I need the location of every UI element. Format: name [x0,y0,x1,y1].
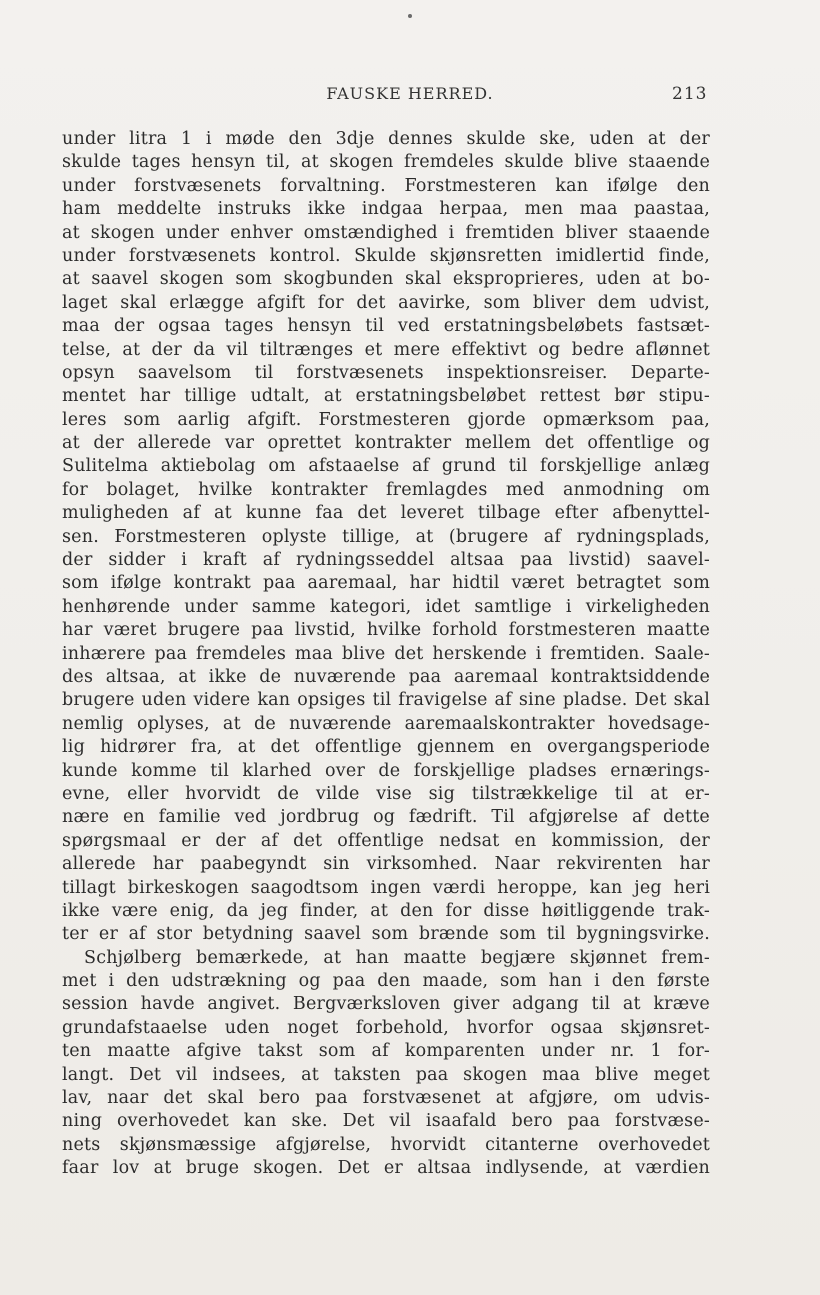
text-line: ning overhovedet kan ske. Det vil isaafald bero paa forstvæse- [62,1111,710,1132]
text-line: Sulitelma aktiebolag om afstaaelse af grund til forskjellige anlæg [62,456,710,477]
text-line: met i den udstrækning og paa den maade, som han i den første [62,971,710,992]
text-line: inhærere paa fremdeles maa blive det herskende i fremtiden. Saale- [62,643,710,664]
text-line: at der allerede var oprettet kontrakter mellem det offentlige og [62,433,710,454]
text-line: faar lov at bruge skogen. Det er altsaa indlysende, at værdien [62,1158,710,1179]
text-line: brugere uden videre kan opsiges til fravigelse af sine pladse. Det skal [62,690,710,711]
ink-speck [408,14,412,18]
text-line: grundafstaaelse uden noget forbehold, hvorfor ogsaa skjønsret- [62,1017,710,1038]
text-line: ham meddelte instruks ikke indgaa herpaa, men maa paastaa, [62,199,710,220]
text-line: at saavel skogen som skogbunden skal eksproprieres, uden at bo- [62,269,710,290]
text-line: kunde komme til klarhed over de forskjellige pladses ernærings- [62,760,710,781]
text-line: under litra 1 i møde den 3dje dennes skulde ske, uden at der [62,129,710,149]
text-line: ter er af stor betydning saavel som brænde som til bygningsvirke. [62,924,710,945]
text-line: ten maatte afgive takst som af komparenten under nr. 1 for- [62,1041,710,1062]
text-line: som ifølge kontrakt paa aaremaal, har hidtil været betragtet som [62,573,710,594]
text-line: lig hidrører fra, at det offentlige gjennem en overgangsperiode [62,737,710,758]
body-text [62,128,710,1181]
text-line: sen. Forstmesteren oplyste tillige, at (brugere af rydningsplads, [62,526,710,547]
text-line: nemlig oplyses, at de nuværende aaremaalskontrakter hovedsage- [62,713,710,734]
text-line: har været brugere paa livstid, hvilke forhold forstmesteren maatte [62,620,710,641]
text-line: laget skal erlægge afgift for det aavirke, som bliver dem udvist, [62,292,710,313]
text-line: muligheden af at kunne faa det leveret tilbage efter afbenyttel- [62,503,710,524]
text-line: maa der ogsaa tages hensyn til ved erstatningsbeløbets fastsæt- [62,316,710,337]
text-line: for bolaget, hvilke kontrakter fremlagdes med anmodning om [62,479,710,500]
text-line: des altsaa, at ikke de nuværende paa aaremaal kontraktsiddende [62,666,710,687]
text-line: der sidder i kraft af rydningsseddel altsaa paa livstid) saavel- [62,550,710,571]
text-line: tillagt birkeskogen saagodtsom ingen værdi heroppe, kan jeg heri [62,877,710,898]
text-line: leres som aarlig afgift. Forstmesteren gjorde opmærksom paa, [62,409,710,430]
text-line: Schjølberg bemærkede, at han maatte begjære skjønnet frem- [84,947,710,968]
text-line: under forstvæsenets kontrol. Skulde skjønsretten imidlertid finde, [62,245,710,266]
text-line: session havde angivet. Bergværksloven giver adgang til at kræve [62,994,710,1015]
text-line: skulde tages hensyn til, at skogen fremdeles skulde blive staaende [62,152,710,173]
text-line: langt. Det vil indsees, at taksten paa skogen maa blive meget [62,1064,710,1085]
text-line: nets skjønsmæssige afgjørelse, hvorvidt citanterne overhovedet [62,1134,710,1155]
text-line: lav, naar det skal bero paa forstvæsenet at afgjøre, om udvis- [62,1088,710,1109]
running-header-title: FAUSKE HERRED. [326,84,494,103]
text-line: spørgsmaal er der af det offentlige nedsat en kommission, der [62,830,710,851]
text-line: opsyn saavelsom til forstvæsenets inspektionsreiser. Departe- [62,362,710,383]
text-line: ikke være enig, da jeg finder, at den for disse høitliggende trak- [62,900,710,921]
page-number: 213 [672,84,708,104]
text-line: telse, at der da vil tiltrænges et mere effektivt og bedre aflønnet [62,339,710,360]
text-line: allerede har paabegyndt sin virksomhed. Naar rekvirenten har [62,854,710,875]
text-line: henhørende under samme kategori, idet samtlige i virkeligheden [62,596,710,617]
text-line: nære en familie ved jordbrug og fædrift. Til afgjørelse af dette [62,807,710,828]
text-line: evne, eller hvorvidt de vilde vise sig tilstrækkelige til at er- [62,783,710,804]
text-line: under forstvæsenets forvaltning. Forstmesteren kan ifølge den [62,175,710,196]
text-line: mentet har tillige udtalt, at erstatningsbeløbet rettest bør stipu- [62,386,710,407]
text-line: at skogen under enhver omstændighed i fremtiden bliver staaende [62,222,710,243]
